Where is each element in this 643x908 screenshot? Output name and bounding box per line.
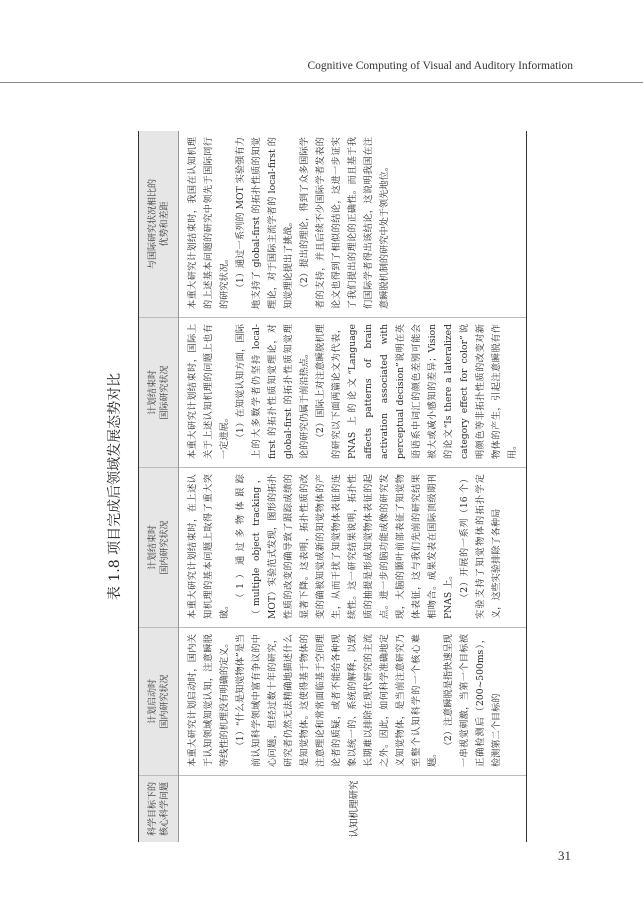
paragraph: （2）注意瞬脱是指快速呈现一串视觉刺激，当第一个目标被正确检测后（200~500ms），检测第二个目标的 xyxy=(443,634,502,767)
rotated-table-region xyxy=(104,131,527,842)
header-before-domestic: 计划启动时 国内研究状况 xyxy=(139,628,178,776)
paragraph: 本重大研究计划结束时，我国在认知机理的上述基本问题的研究中领先于国际同行的研究状况。 xyxy=(187,137,230,309)
cell-after-international xyxy=(179,318,526,468)
header-after-international: 计划结束时 国际研究状况 xyxy=(139,318,178,468)
paragraph: 本重大研究计划结束时，在上述认知机理的基本问题上取得了重大突破。 xyxy=(187,474,230,619)
paragraph: （2）提出的理论，得到了众多国际学者的支持，并且后续不少国际学者发表的论文也得到了相似的结论，这进一步证实了我们提出的理论的正确性。而且基于我们国际学者得出该结论，这说明我国在注意瞬脱机制的研究中处于领先地位。 xyxy=(299,137,390,309)
cell-comparison xyxy=(179,131,526,318)
running-header: Cognitive Computing of Visual and Auditory Information xyxy=(307,60,573,72)
paragraph: 本重大研究计划启动时，国内关于认知领域知觉认知，注意瞬脱等线性的机理没有明确的定义。 xyxy=(187,634,230,767)
paragraph: 本重大研究计划结束时，国际上关于上述认知机理的问题上也有一定进展。 xyxy=(187,324,230,459)
header-field: 科学目标下的 核心科学问题 xyxy=(139,776,179,842)
header-after-domestic: 计划结束时 国内研究状况 xyxy=(139,468,178,628)
table-caption: 表 1.8 项目完成后领域发展态势对比 xyxy=(107,372,123,601)
comparison-table xyxy=(138,131,527,842)
table-row xyxy=(179,131,526,776)
cell-before-domestic xyxy=(179,628,526,776)
paragraph: （2）开展的一系列（16 个）实验支持了知觉物体的拓扑学定义，这些实验排除了各种局 xyxy=(459,474,502,619)
header-rule xyxy=(0,82,643,83)
page-number: 31 xyxy=(558,848,571,863)
header-comparison: 与国际研究状况相比的 优势和差距 xyxy=(139,131,178,318)
table-header-row xyxy=(139,131,179,776)
row-label-field: 认知机理研究 xyxy=(348,780,360,838)
paragraph: （2）国际上对注意瞬脱机理的研究以下面两篇论文为代表，PNAS 上的论文“Language affects patterns of brain activation associated with perceptual decision”说明在英语语系中词汇的颜色差别可能会被大或减小感知的差异；Vision 的论文“Is there a lateralized category effect for color”说明颜色等非拓扑性质的改变对新物体的产生，引起注意瞬脱有作用。 xyxy=(315,324,518,459)
paragraph: （1）在知觉认知方面，国际上的大多数学者仍坚持 local-first 的拓扑性质知觉理论，对 global-first 的拓扑性质知觉理论的研究仍属于前沿热点。 xyxy=(235,324,310,459)
paragraph: （1）“什么是知觉物体”是当前认知科学领域中富有争议的中心问题，但经过数十年的研究，研究者仍然无法精确地描述什么是知觉物体。这使得基于物体的注意理论和常常面临基于空间理论者的质疑，或者不能给各种现象以统一的、系统的解释，以致长期难以排除在现代研究的主流之外。因此，如何科学准确地定义知觉物体，是当前注意研究乃至整个认知科学的一个核心难题。 xyxy=(235,634,438,767)
paragraph: （1）通过一系列的 MOT 实验强有力地支持了 global-first 的拓扑性质的知觉理论，对于国际主流学者的 local-first 的知觉理论提出了挑战。 xyxy=(235,137,294,309)
cell-after-domestic xyxy=(179,468,526,628)
paragraph: （1）通过多物体跟踪（multiple object tracking，MOT）实验范式发现，图形的拓扑性质的改变的确导致了跟踪成绩的显著下降。这表明，拓扑性质的改变的确被知觉成新的知觉物体的产生，从而干扰了知觉物体表征的连续性。这一研究结果说明，拓扑性质的抽提是形成知觉物体表征的起点。进一步的脑功能成像的研究发现，大脑的颞叶前部表征了知觉物体表征，这与我们先前的研究结果相吻合。成果发表在国际顶级期刊 PNAS 上。 xyxy=(235,474,454,619)
